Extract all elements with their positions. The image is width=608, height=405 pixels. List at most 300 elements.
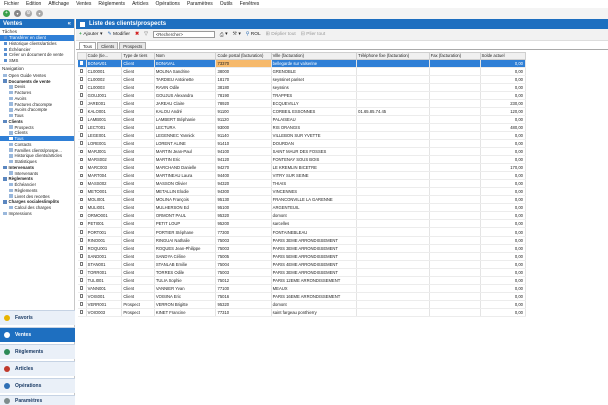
table-cell: 73370 (216, 59, 271, 67)
table-row[interactable] (78, 212, 526, 220)
row-select-cell[interactable] (78, 292, 87, 300)
row-select-cell[interactable] (78, 131, 87, 139)
table-cell: PORTIER Stéphane (154, 228, 216, 236)
table-cell: CL00002 (86, 75, 122, 83)
expand-icon: ⊞ (265, 32, 270, 37)
row-checkbox[interactable] (80, 206, 84, 210)
task-list (0, 35, 74, 63)
row-checkbox[interactable] (80, 310, 84, 314)
table-cell (429, 236, 480, 244)
row-checkbox[interactable] (80, 254, 84, 258)
table-cell (429, 131, 480, 139)
row-select-cell[interactable] (78, 308, 87, 316)
item-icon (3, 212, 7, 216)
table-cell (429, 156, 480, 164)
dropdown-icon[interactable]: ▾ (14, 10, 21, 17)
row-checkbox[interactable] (80, 278, 84, 282)
table-row[interactable] (78, 139, 526, 147)
table-row[interactable] (78, 284, 526, 292)
table-cell: 0,00 (480, 148, 525, 156)
row-checkbox[interactable] (80, 294, 84, 298)
table-cell: 94270 (216, 164, 271, 172)
table-cell: Client (122, 212, 154, 220)
table-cell: DOURDAN (271, 139, 356, 147)
task-icon (4, 59, 7, 62)
grid-header (78, 53, 526, 60)
column-header[interactable]: Solde actuel (480, 53, 525, 60)
table-row[interactable] (78, 99, 526, 107)
table-cell (429, 83, 480, 91)
collapse-icon[interactable]: « (67, 20, 71, 27)
table-cell: MARC003 (86, 164, 122, 172)
row-select-cell[interactable] (78, 236, 87, 244)
modify-button[interactable] (107, 32, 130, 37)
table-cell: Client (122, 139, 154, 147)
table-cell (429, 99, 480, 107)
table-cell: 38180 (216, 83, 271, 91)
nav-label: Prospects (14, 124, 34, 130)
table-cell: FRANCONVILLE LA GARENNE (271, 196, 356, 204)
table-row[interactable] (78, 220, 526, 228)
table-cell: Client (122, 172, 154, 180)
table-cell (357, 220, 430, 228)
table-cell: Client (122, 156, 154, 164)
expand-all-button[interactable] (266, 32, 296, 37)
row-select-cell[interactable] (78, 91, 87, 99)
table-cell: LAMBERT Stéphanie (154, 115, 216, 123)
table-cell: 77100 (216, 284, 271, 292)
table-cell: CORBEIL ESSONNES (271, 107, 356, 115)
item-icon (9, 137, 13, 141)
table-cell: 230,00 (480, 99, 525, 107)
row-checkbox[interactable] (80, 190, 84, 194)
menu-item[interactable]: Edition (26, 1, 42, 7)
table-cell (429, 91, 480, 99)
item-icon (3, 74, 7, 78)
table-cell: 0,00 (480, 292, 525, 300)
nav-label: Tous (14, 113, 24, 119)
nav-label: Impressions (8, 210, 32, 216)
row-checkbox[interactable] (80, 214, 84, 218)
row-checkbox[interactable] (80, 61, 84, 65)
row-select-cell[interactable] (78, 244, 87, 252)
row-checkbox[interactable] (80, 117, 84, 121)
row-select-cell[interactable] (78, 284, 87, 292)
table-cell: PARIS 3EME ARRONDISSEMENT (271, 268, 356, 276)
row-checkbox[interactable] (80, 69, 84, 73)
row-checkbox[interactable] (80, 182, 84, 186)
table-cell: TORRES Odile (154, 268, 216, 276)
folder-icon (3, 79, 7, 83)
category-button[interactable] (0, 361, 75, 376)
table-cell: 95200 (216, 220, 271, 228)
table-row[interactable] (78, 172, 526, 180)
table-cell: bellegarde sur valserine (271, 59, 356, 67)
table-cell: 0,00 (480, 308, 525, 316)
table-cell: Client (122, 236, 154, 244)
row-select-cell[interactable] (78, 83, 87, 91)
table-row[interactable] (78, 300, 526, 308)
task-icon (4, 53, 7, 56)
row-select-cell[interactable] (78, 156, 87, 164)
row-select-cell[interactable] (78, 148, 87, 156)
menu-item[interactable]: Paramètres (186, 1, 213, 7)
row-checkbox[interactable] (80, 230, 84, 234)
table-cell (429, 228, 480, 236)
table-row[interactable] (78, 204, 526, 212)
table-cell: Client (122, 228, 154, 236)
menu-item[interactable]: Outils (219, 1, 233, 7)
table-row[interactable] (78, 260, 526, 268)
table-cell (357, 139, 430, 147)
table-row[interactable] (78, 123, 526, 131)
table-cell: 0,00 (480, 300, 525, 308)
table-cell: 75004 (216, 260, 271, 268)
table-cell: seyssinet pariset (271, 75, 356, 83)
table-cell: 77300 (216, 228, 271, 236)
nav-label: Factures d'acompte (14, 101, 53, 107)
table-row[interactable] (78, 148, 526, 156)
row-checkbox[interactable] (80, 166, 84, 170)
add-icon: + (79, 32, 82, 37)
table-row[interactable] (78, 276, 526, 284)
table-cell: Client (122, 196, 154, 204)
delete-button[interactable] (135, 32, 139, 37)
table-row[interactable] (78, 236, 526, 244)
column-header[interactable]: Nom (154, 53, 216, 60)
table-cell: 0,00 (480, 220, 525, 228)
table-cell: MARS002 (86, 156, 122, 164)
table-row[interactable] (78, 268, 526, 276)
edit-icon: ✎ (107, 32, 112, 37)
row-checkbox[interactable] (80, 158, 84, 162)
table-cell: BONAVAL (154, 59, 216, 67)
table-cell: 78920 (216, 99, 271, 107)
table-cell (357, 156, 430, 164)
table-cell (357, 83, 430, 91)
row-checkbox[interactable] (80, 101, 84, 105)
table-cell (357, 123, 430, 131)
row-checkbox[interactable] (80, 77, 84, 81)
table-row[interactable] (78, 59, 526, 67)
table-cell (357, 115, 430, 123)
table-cell: MASS002 (86, 180, 122, 188)
tab-0[interactable]: Tous (79, 42, 96, 49)
nav-label: Charges sociales/impôts (8, 199, 60, 205)
table-cell: STANLAB Emilie (154, 260, 216, 268)
row-select-cell[interactable] (78, 220, 87, 228)
row-checkbox[interactable] (80, 93, 84, 97)
table-cell: Client (122, 188, 154, 196)
menu-item[interactable]: Affichage (48, 1, 70, 7)
table-cell: seyssins (271, 83, 356, 91)
search-input[interactable]: <Rechercher> (153, 31, 215, 38)
row-select-cell[interactable] (78, 204, 87, 212)
nav-label: Avoirs (14, 95, 27, 101)
row-checkbox[interactable] (80, 174, 84, 178)
settings-dropdown-icon[interactable]: ▾ (36, 10, 43, 17)
table-cell (357, 300, 430, 308)
tools-dropdown-icon[interactable]: ▾ (238, 32, 241, 37)
menu-item[interactable]: Articles (132, 1, 149, 7)
row-select-cell[interactable] (78, 164, 87, 172)
table-cell: 0,00 (480, 139, 525, 147)
table-cell (429, 123, 480, 131)
row-select-cell[interactable] (78, 260, 87, 268)
row-select-cell[interactable] (78, 300, 87, 308)
column-header[interactable]: Téléphone fixe (facturation) (357, 53, 430, 60)
table-cell: 0,00 (480, 228, 525, 236)
table-cell: 75003 (216, 268, 271, 276)
table-cell (357, 148, 430, 156)
table-cell: MOLI001 (86, 196, 122, 204)
tools-icon: ⚒ (232, 32, 237, 37)
table-cell: LEGENNEC Yannick (154, 131, 216, 139)
nav-label: Avoirs d'acompte (14, 107, 48, 113)
table-cell: GRENOBLE (271, 67, 356, 75)
table-cell (357, 244, 430, 252)
item-icon (9, 114, 13, 118)
row-select-cell[interactable] (78, 75, 87, 83)
table-cell: 0,00 (480, 244, 525, 252)
table-row[interactable] (78, 180, 526, 188)
table-cell: Client (122, 260, 154, 268)
menu-item[interactable]: Opérations (155, 1, 180, 7)
table-row[interactable] (78, 91, 526, 99)
table-cell (357, 228, 430, 236)
table-row[interactable] (78, 156, 526, 164)
table-row[interactable] (78, 292, 526, 300)
row-select-cell[interactable] (78, 99, 87, 107)
table-cell (357, 164, 430, 172)
print-button[interactable] (220, 32, 228, 38)
table-row[interactable] (78, 308, 526, 316)
row-select-cell[interactable] (78, 67, 87, 75)
navigation-label: Navigation (0, 64, 74, 72)
table-cell: CL00001 (86, 67, 122, 75)
column-header[interactable]: Ville (facturation) (271, 53, 356, 60)
category-button[interactable] (0, 310, 75, 325)
table-cell: MOLINA François (154, 196, 216, 204)
row-checkbox[interactable] (80, 141, 84, 145)
table-cell: ECQUEVILLY (271, 99, 356, 107)
row-select-cell[interactable] (78, 252, 87, 260)
item-icon (9, 131, 13, 135)
table-cell: 0,00 (480, 75, 525, 83)
table-cell (357, 180, 430, 188)
table-cell (357, 212, 430, 220)
row-checkbox[interactable] (80, 133, 84, 137)
table-row[interactable] (78, 196, 526, 204)
table-row[interactable] (78, 67, 526, 75)
row-select-cell[interactable] (78, 107, 87, 115)
table-cell (357, 252, 430, 260)
row-checkbox[interactable] (80, 222, 84, 226)
menu-item[interactable]: Fichier (4, 1, 20, 7)
table-cell: 0,00 (480, 188, 525, 196)
add-button[interactable] (79, 32, 102, 37)
table-cell (429, 75, 480, 83)
row-select-cell[interactable] (78, 212, 87, 220)
row-select-cell[interactable] (78, 276, 87, 284)
table-cell (357, 172, 430, 180)
category-icon (4, 398, 10, 404)
tools-button[interactable] (233, 32, 241, 37)
item-icon (9, 148, 13, 152)
table-cell (429, 115, 480, 123)
category-button[interactable] (0, 327, 75, 342)
clients-grid (77, 52, 526, 405)
row-select-cell[interactable] (78, 196, 87, 204)
table-cell (429, 180, 480, 188)
table-cell: VILLEBON SUR YVETTE (271, 131, 356, 139)
table-cell: BONAV01 (86, 59, 122, 67)
row-select-cell[interactable] (78, 188, 87, 196)
navigation-tree (0, 72, 74, 216)
rol-button[interactable] (246, 32, 261, 37)
table-cell (429, 59, 480, 67)
table-row[interactable] (78, 131, 526, 139)
table-cell: Client (122, 164, 154, 172)
row-select-cell[interactable] (78, 59, 87, 67)
table-cell: VINCENNES (271, 188, 356, 196)
nav-label: Livret des recettes (14, 193, 50, 199)
table-cell: TORR001 (86, 268, 122, 276)
table-cell (357, 91, 430, 99)
column-header[interactable]: Code postal (facturation) (216, 53, 271, 60)
table-cell (357, 236, 430, 244)
print-dropdown-icon[interactable]: ▾ (225, 32, 228, 37)
table-cell: VANNIER Yvan (154, 284, 216, 292)
table-cell: 94320 (216, 180, 271, 188)
table-cell: 0,00 (480, 83, 525, 91)
row-select-cell[interactable] (78, 180, 87, 188)
row-select-cell[interactable] (78, 123, 87, 131)
table-row[interactable] (78, 75, 526, 83)
table-cell: VOIO003 (86, 308, 122, 316)
table-cell: 0,00 (480, 156, 525, 164)
table-cell: METO001 (86, 188, 122, 196)
sidebar-title-text: Ventes (3, 20, 23, 27)
row-checkbox[interactable] (80, 286, 84, 290)
row-select-cell[interactable] (78, 115, 87, 123)
table-cell (429, 204, 480, 212)
table-row[interactable] (78, 83, 526, 91)
item-icon (9, 183, 13, 187)
table-cell: 91410 (216, 139, 271, 147)
table-row[interactable] (78, 164, 526, 172)
table-row[interactable] (78, 252, 526, 260)
row-select-cell[interactable] (78, 172, 87, 180)
row-checkbox[interactable] (80, 246, 84, 250)
menu-item[interactable]: Fenêtres (239, 1, 260, 7)
table-cell: Client (122, 75, 154, 83)
category-button[interactable] (0, 395, 75, 405)
task-icon (4, 36, 7, 39)
table-cell: SAND001 (86, 252, 122, 260)
tab-1[interactable]: Clients (97, 42, 118, 49)
menu-item[interactable]: Ventes (76, 1, 92, 7)
tab-2[interactable]: Prospects (119, 42, 146, 49)
table-cell: KALO001 (86, 107, 122, 115)
settings-icon[interactable]: ⚙ (26, 10, 31, 16)
table-cell: 0,00 (480, 67, 525, 75)
category-button[interactable] (0, 378, 75, 393)
table-cell: 01.65.85.74.45 (357, 107, 430, 115)
table-cell (429, 220, 480, 228)
table-cell: MOLINA Sandrine (154, 67, 216, 75)
add-label: Ajouter (83, 32, 99, 37)
task-item[interactable] (0, 58, 74, 64)
rol-label: ROL (250, 32, 261, 37)
filter-button[interactable] (144, 32, 148, 37)
row-checkbox[interactable] (80, 302, 84, 306)
row-checkbox[interactable] (80, 270, 84, 274)
page-title: Liste des clients/prospects (89, 21, 167, 27)
menu-item[interactable]: Règlements (98, 1, 126, 7)
row-checkbox[interactable] (80, 85, 84, 89)
row-checkbox[interactable] (80, 198, 84, 202)
table-cell (429, 300, 480, 308)
table-cell: domont (271, 300, 356, 308)
table-cell: Client (122, 284, 154, 292)
column-header[interactable]: Code (tie... (86, 53, 122, 60)
table-row[interactable] (78, 244, 526, 252)
link-icon: ⚲ (245, 32, 250, 37)
new-icon[interactable]: + (3, 10, 10, 17)
table-cell: domont (271, 212, 356, 220)
table-cell: Client (122, 244, 154, 252)
table-row[interactable] (78, 115, 526, 123)
table-cell: JAREAU Claire (154, 99, 216, 107)
category-button[interactable] (0, 344, 75, 359)
item-icon (9, 97, 13, 101)
table-cell (429, 252, 480, 260)
table-row[interactable] (78, 107, 526, 115)
task-label: Historique clients/articles (9, 41, 57, 47)
table-cell: MARTIN Eric (154, 156, 216, 164)
table-cell (357, 196, 430, 204)
row-checkbox[interactable] (80, 238, 84, 242)
table-cell: 0,00 (480, 284, 525, 292)
category-label: Articles (15, 366, 34, 372)
table-cell: RIS ORANGIS (271, 123, 356, 131)
row-checkbox[interactable] (80, 109, 84, 113)
row-select-cell[interactable] (78, 139, 87, 147)
row-checkbox[interactable] (80, 150, 84, 154)
row-select-cell[interactable] (78, 268, 87, 276)
column-header[interactable]: Fax (facturation) (429, 53, 480, 60)
collapse-label: Plier tout (306, 32, 326, 37)
row-select-cell[interactable] (78, 228, 87, 236)
table-cell: 95100 (216, 204, 271, 212)
category-label: Ventes (15, 332, 32, 338)
table-cell: Client (122, 91, 154, 99)
nav-item[interactable] (0, 210, 74, 216)
table-cell (429, 107, 480, 115)
table-cell: PALAISEAU (271, 115, 356, 123)
add-dropdown-icon[interactable]: ▾ (100, 32, 103, 37)
task-item[interactable] (0, 52, 74, 58)
row-checkbox[interactable] (80, 125, 84, 129)
table-cell: LECT001 (86, 123, 122, 131)
table-row[interactable] (78, 228, 526, 236)
column-header[interactable]: Type de tiers (122, 53, 154, 60)
table-row[interactable] (78, 188, 526, 196)
collapse-all-button[interactable] (301, 32, 325, 37)
row-checkbox[interactable] (80, 262, 84, 266)
sidebar-title (0, 19, 74, 28)
